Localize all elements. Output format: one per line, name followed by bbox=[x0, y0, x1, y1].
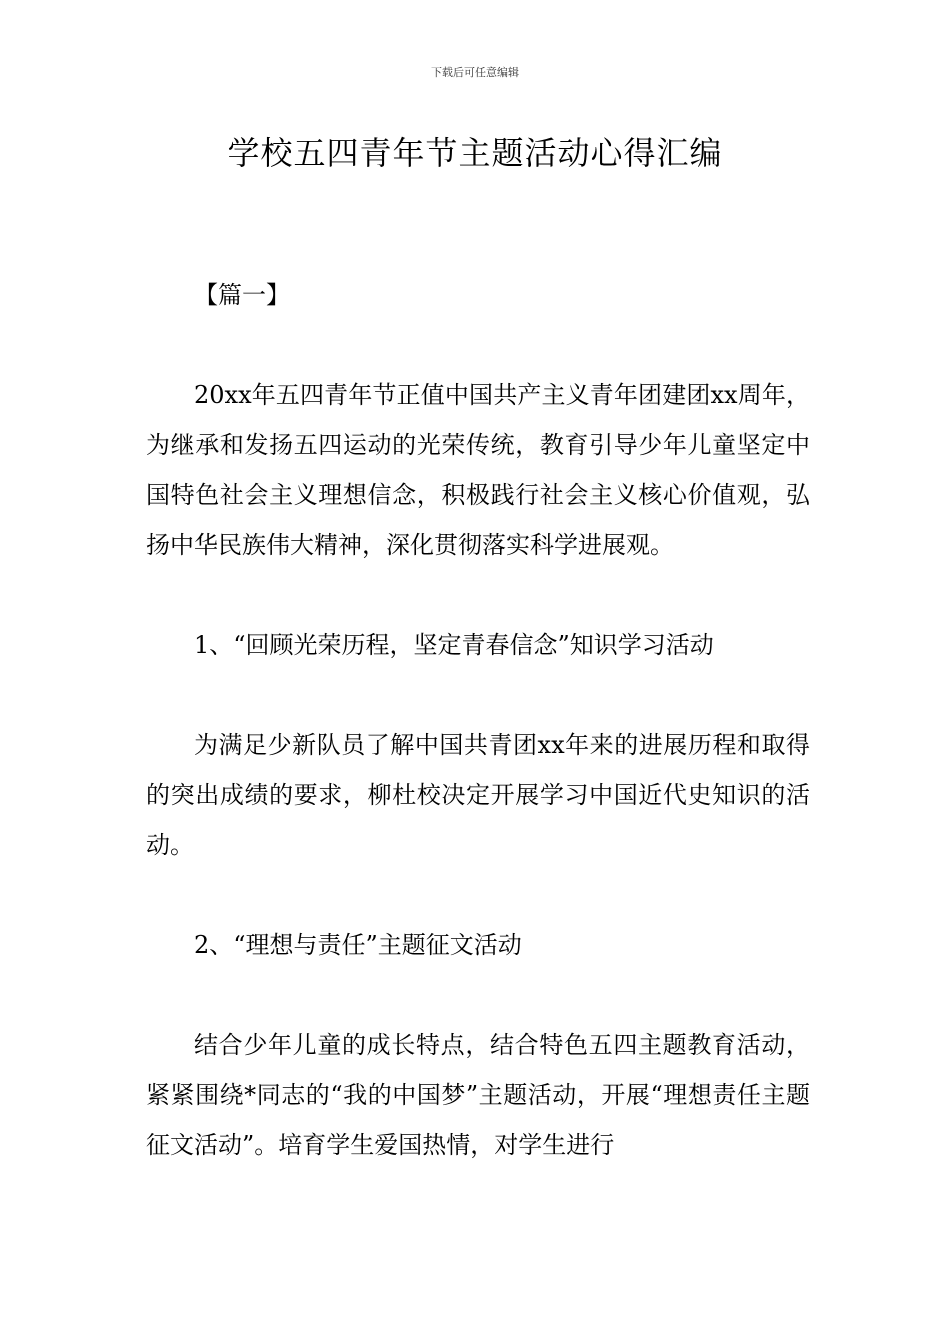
page-header-note: 下载后可任意编辑 bbox=[431, 66, 519, 79]
document-title: 学校五四青年节主题活动心得汇编 bbox=[227, 134, 723, 172]
spacer bbox=[146, 320, 810, 370]
heading-item-1: 1、“回顾光荣历程，坚定青春信念”知识学习活动 bbox=[194, 631, 714, 659]
paragraph-intro: 20xx年五四青年节正值中国共产主义青年团建团xx周年，为继承和发扬五四运动的光荣传统，教育引导少年儿童坚定中国特色社会主义理想信念，积极践行社会主义核心价值观，弘扬中华民族伟大精神，深化贯彻落实科学进展观。 bbox=[146, 381, 810, 559]
spacer bbox=[146, 570, 810, 620]
spacer bbox=[146, 870, 810, 920]
section-label: 【篇一】 bbox=[194, 281, 290, 309]
heading-item-2: 2、“理想与责任”主题征文活动 bbox=[194, 931, 522, 959]
paragraph-item-1: 为满足少新队员了解中国共青团xx年来的进展历程和取得的突出成绩的要求，柳杜校决定开展学习中国近代史知识的活动。 bbox=[146, 731, 810, 859]
paragraph-item-2: 结合少年儿童的成长特点，结合特色五四主题教育活动，紧紧围绕*同志的“我的中国梦”主题活动，开展“理想责任主题征文活动”。培育学生爱国热情，对学生进行 bbox=[146, 1031, 810, 1159]
document-body bbox=[146, 270, 810, 1170]
spacer bbox=[146, 970, 810, 1020]
spacer bbox=[146, 670, 810, 720]
